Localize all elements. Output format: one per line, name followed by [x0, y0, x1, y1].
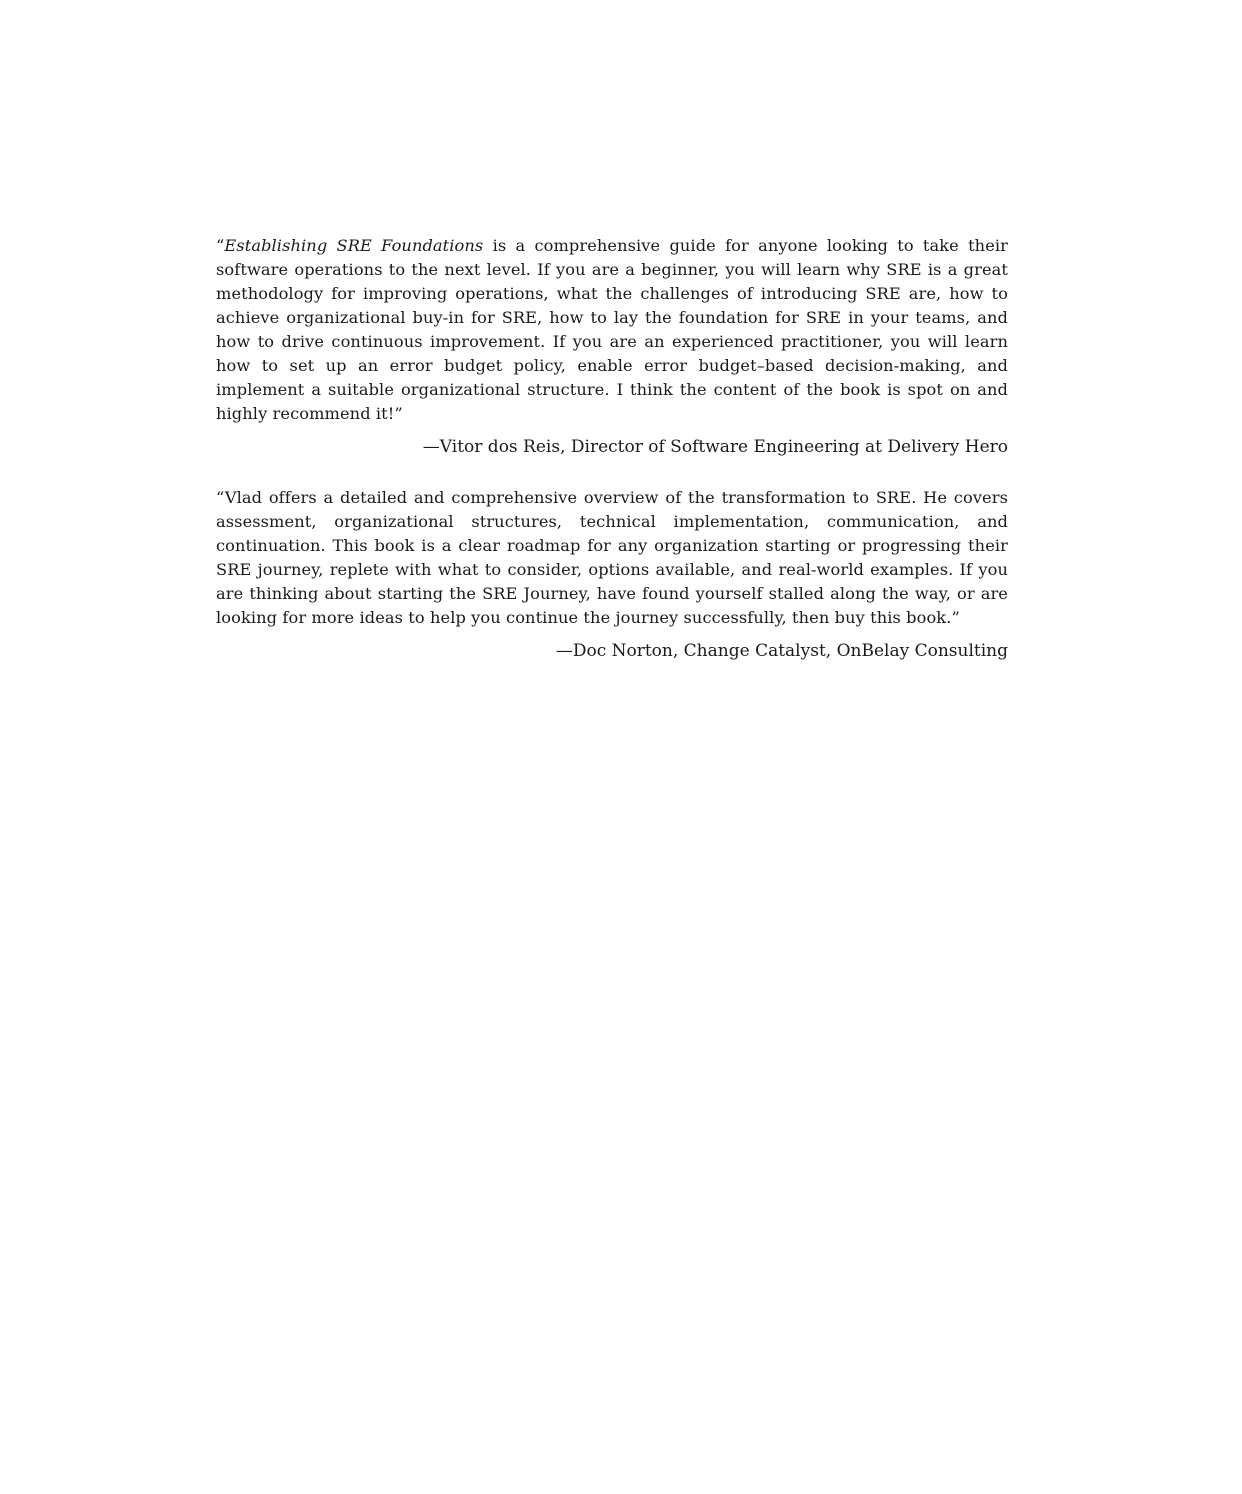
- endorsement-2: [216, 486, 1008, 663]
- book-title: Establishing SRE Foundations: [224, 236, 484, 255]
- endorsement-1-attribution: —Vitor dos Reis, Director of Software Engineering at Delivery Hero: [422, 437, 1008, 457]
- endorsement-1: [216, 234, 1008, 459]
- endorsement-2-attribution: —Doc Norton, Change Catalyst, OnBelay Consulting: [555, 641, 1008, 661]
- endorsements-section: [216, 234, 1008, 663]
- endorsement-1-quote: [216, 234, 1008, 426]
- endorsement-1-text: is a comprehensive guide for anyone looking to take their software operations to the next level. If you are a beginner, you will learn why SRE is a great methodology for improving operations, what the challenges of introducing SRE are, how to achieve organizational buy-in for SRE, how to lay the foundation for SRE in your teams, and how to drive continuous improvement. If you are an experienced practitioner, you will learn how to set up an error budget policy, enable error budget–based decision-making, and implement a suitable organizational structure. I think the content of the book is spot on and highly recommend it!”: [216, 236, 1008, 423]
- open-quote-mark: “: [216, 236, 225, 255]
- endorsement-2-quote: “Vlad offers a detailed and comprehensive overview of the transformation to SRE. He covers assessment, organizational structures, technical implementation, communication, and continuation. This book is a clear roadmap for any organization starting or progressing their SRE journey, replete with what to consider, options available, and real-world examples. If you are thinking about starting the SRE Journey, have found yourself stalled along the way, or are looking for more ideas to help you continue the journey successfully, then buy this book.”: [216, 488, 1008, 627]
